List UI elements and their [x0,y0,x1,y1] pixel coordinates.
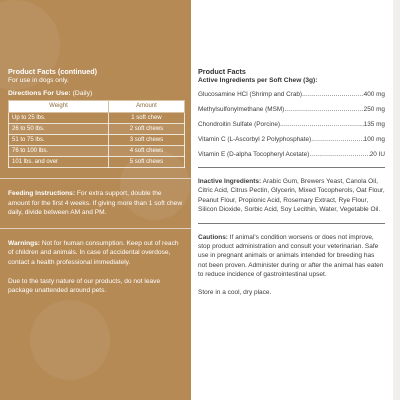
weight-cell: 26 to 50 lbs. [9,124,109,135]
table-row [9,124,185,135]
warnings [8,239,185,268]
ingredient-name: Glucosamine HCl (Shrimp and Crab) [198,91,303,98]
amount-cell: 5 soft chews [108,157,184,168]
ingredient-line [198,136,385,144]
leader-dots [284,106,363,114]
leader-dots [302,91,364,99]
weight-cell: 51 to 75 lbs. [9,135,109,146]
ingredient-amount: 400 mg [363,91,385,98]
amount-cell: 4 soft chews [108,146,184,157]
header-amount: Amount [108,101,184,113]
left-panel [0,0,191,400]
inactive-text: Arabic Gum, Brewers Yeast, Canola Oil, Citric Acid, Citrus Pectin, Glycerin, Mixed Tocopherols, Oat Flour, Peanut Flour, Propionic Acid, Rosemary Extract, Rye Flour, Silicon Dioxide, Sorbic Acid, Soy Lecithin, Water, Vegetable Oil. [198,178,385,214]
leader-dots [311,136,363,144]
warnings-text: Not for human consumption. Keep out of reach of children and animals. In case of accidental overdose, contact a health professional immediately. [8,239,179,266]
directions-label: Directions For Use: [8,90,71,97]
dogs-only-note: For use in dogs only. [8,77,69,84]
section-divider [0,228,191,229]
leader-dots [309,151,369,159]
ingredient-name: Methylsulfonylmethane (MSM) [198,106,285,113]
weight-cell: 101 lbs. and over [9,157,109,168]
ingredient-name: Vitamin E (D-alpha Tocopheryl Acetate) [198,151,310,158]
weight-cell: Up to 25 lbs. [9,113,109,124]
table-row [9,113,185,124]
paw-pattern [30,300,110,380]
section-divider [198,223,385,224]
storage-note: Store in a cool, dry place. [198,288,272,296]
right-title: Product Facts [198,67,246,76]
inactive-label: Inactive Ingredients: [198,178,262,185]
amount-cell: 3 soft chews [108,135,184,146]
weight-cell: 76 to 100 lbs. [9,146,109,157]
ingredient-line [198,151,385,159]
dosage-table-header [9,101,185,113]
inactive-ingredients [198,177,385,215]
cautions [198,233,385,280]
section-divider [198,167,385,168]
cautions-text: If animal's condition worsens or does not improve, stop product administration and consult your veterinarian. Safe use in pregnant animals or animals intended for breeding has not been proven. Administer during or after the animal has eaten to reduce incidence of gastrointestinal upset. [198,233,384,279]
feeding-label: Feeding Instructions: [8,190,76,197]
directions-note: (Daily) [70,90,93,97]
amount-cell: 2 soft chews [108,124,184,135]
ingredient-amount: 20 IU [369,151,385,158]
tasty-note: Due to the tasty nature of our products, do not leave package unattended around pets. [8,277,161,295]
ingredient-name: Vitamin C (L-Ascorbyl 2 Polyphosphate) [198,136,312,143]
ingredient-line [198,106,385,114]
leader-dots [280,121,364,129]
cautions-label: Cautions: [198,233,228,241]
left-title: Product Facts (continued) [8,67,98,76]
ingredient-amount: 100 mg [363,136,385,143]
ingredient-amount: 250 mg [363,106,385,113]
active-ingredients-heading: Active Ingredients per Soft Chew (3g): [198,77,318,84]
amount-cell: 1 soft chew [108,113,184,124]
directions-heading [8,89,185,98]
ingredient-name: Chondroitin Sulfate (Porcine) [198,121,281,128]
paw-pattern [120,150,190,220]
header-weight: Weight [9,101,109,113]
feeding-text: For extra support, double the amount for the first 4 weeks. If giving more than 1 soft chew daily, divide between AM and PM. [8,190,183,217]
ingredient-amount: 135 mg [363,121,385,128]
ingredient-line [198,91,385,99]
right-panel [191,0,393,400]
warnings-label: Warnings: [8,239,40,247]
ingredient-line [198,121,385,129]
table-row [9,135,185,146]
